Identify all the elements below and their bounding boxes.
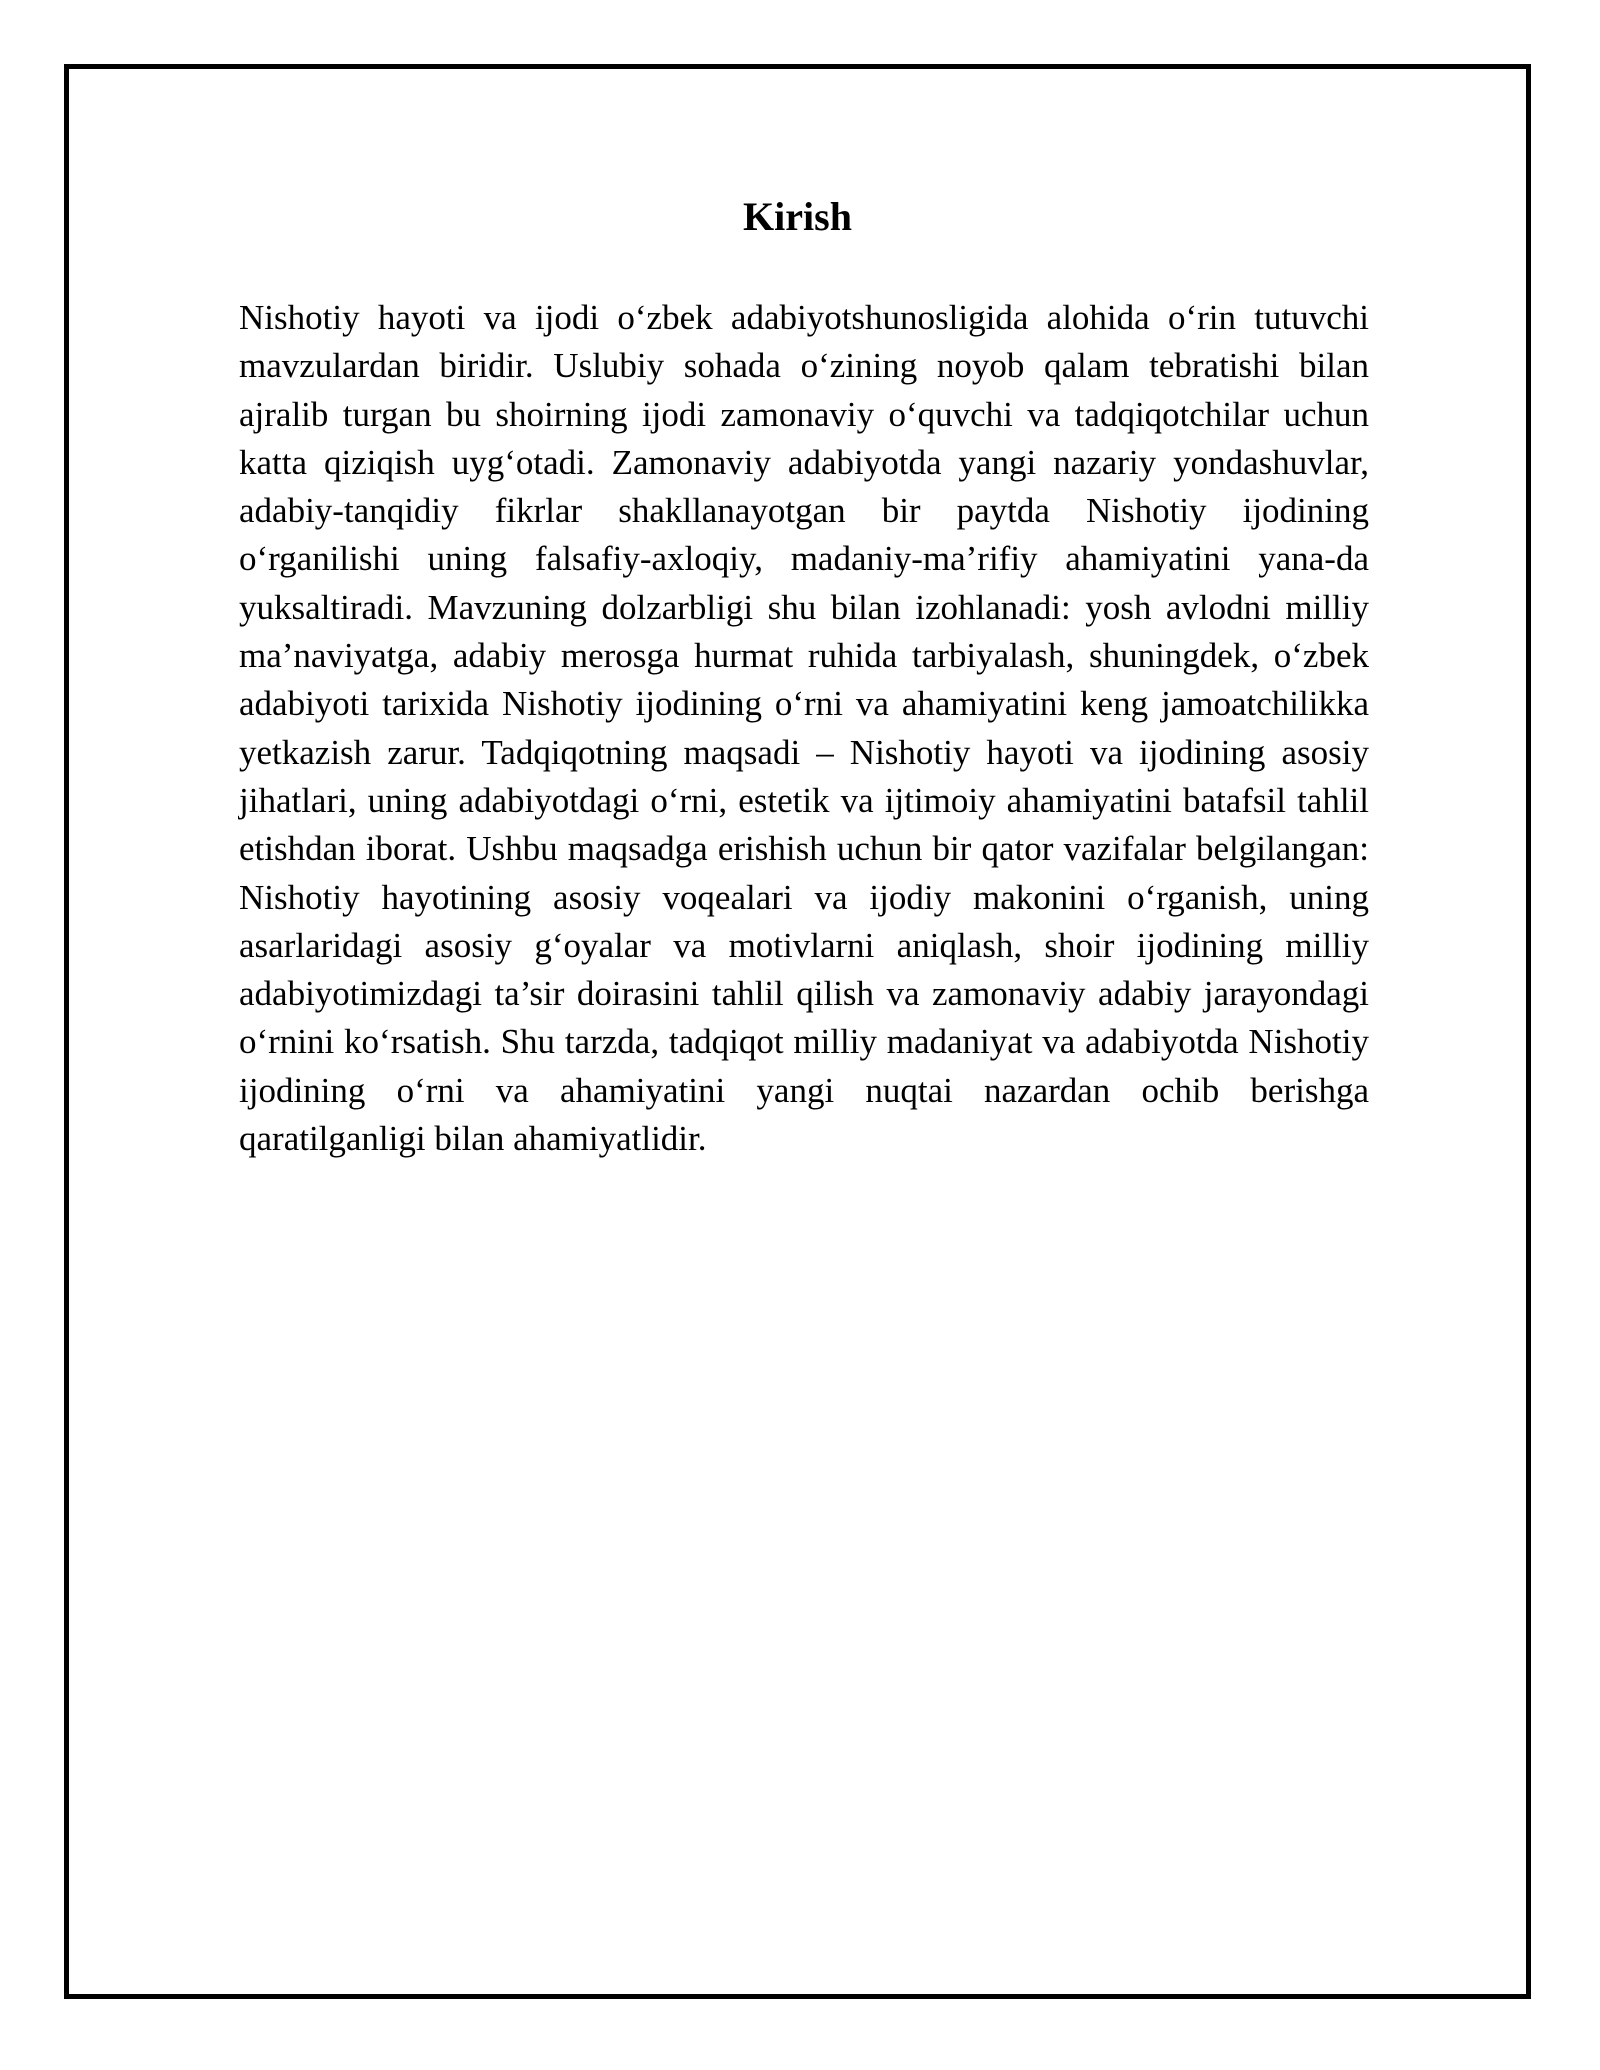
page-title: Kirish [743, 194, 852, 239]
page-border [64, 64, 1531, 1999]
body-paragraph: Nishotiy hayoti va ijodi o‘zbek adabiyotshunosligida alohida o‘rin tutuvchi mavzulardan biridir. Uslubiy sohada o‘zining noyob qalam tebratishi bilan ajralib turgan bu shoirning ijodi zamonaviy o‘quvchi va tadqiqotchilar uchun katta qiziqish uyg‘otadi. Zamonaviy adabiyotda yangi nazariy yondashuvlar, adabiy-tanqidiy fikrlar shakllanayotgan bir paytda Nishotiy ijodining o‘rganilishi uning falsafiy-axloqiy, madaniy-ma’rifiy ahamiyatini yana-da yuksaltiradi. Mavzuning dolzarbligi shu bilan izohlanadi: yosh avlodni milliy ma’naviyatga, adabiy merosga hurmat ruhida tarbiyalash, shuningdek, o‘zbek adabiyoti tarixida Nishotiy ijodining o‘rni va ahamiyatini keng jamoatchilikka yetkazish zarur. Tadqiqotning maqsadi – Nishotiy hayoti va ijodining asosiy jihatlari, uning adabiyotdagi o‘rni, estetik va ijtimoiy ahamiyatini batafsil tahlil etishdan iborat. Ushbu maqsadga erishish uchun bir qator vazifalar belgilangan: Nishotiy hayotining asosiy voqealari va ijodiy makonini o‘rganish, uning asarlaridagi asosiy g‘oyalar va motivlarni aniqlash, shoir ijodining milliy adabiyotimizdagi ta’sir doirasini tahlil qilish va zamonaviy adabiy jarayondagi o‘rnini ko‘rsatish. Shu tarzda, tadqiqot milliy madaniyat va adabiyotda Nishotiy ijodining o‘rni va ahamiyatini yangi nuqtai nazardan ochib berishga qaratilganligi bilan ahamiyatlidir. [239, 298, 1369, 1159]
